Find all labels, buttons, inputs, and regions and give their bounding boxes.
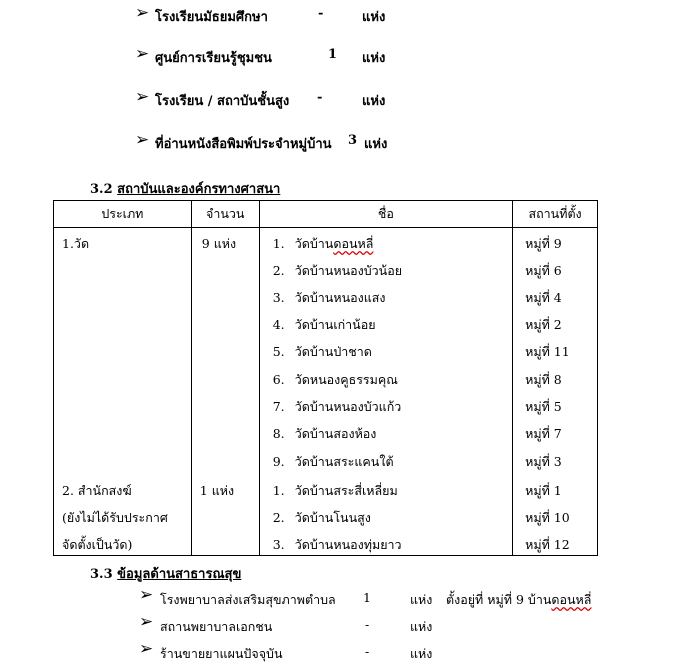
item-count: 1 bbox=[363, 590, 371, 605]
name-row: 2. วัดบ้านโนนสูง bbox=[272, 510, 371, 525]
item-count: 3 bbox=[348, 133, 358, 148]
name-row: 5. วัดบ้านป่าชาด bbox=[272, 344, 372, 359]
name-row: 3. วัดบ้านหนองแสง bbox=[272, 290, 386, 305]
item-location: ตั้งอยู่ที่ หมู่ที่ 9 บ้านดอนหลี่ bbox=[446, 592, 592, 607]
religious-institutions-table bbox=[53, 200, 598, 556]
header-name: ชื่อ bbox=[259, 201, 512, 228]
type-samnak-line: (ยังไม่ได้รับประกาศ bbox=[62, 510, 168, 525]
item-unit: แห่ง bbox=[362, 51, 386, 66]
arrow-bullet-icon: ➢ bbox=[135, 87, 150, 107]
count-cell bbox=[192, 228, 259, 555]
location-value: หมู่ที่ 6 bbox=[525, 263, 562, 278]
section-title: สถาบันและองค์กรทางศาสนา bbox=[117, 182, 281, 197]
location-value: หมู่ที่ 3 bbox=[525, 454, 562, 469]
item-unit: แห่ง bbox=[410, 619, 433, 634]
location-value: หมู่ที่ 11 bbox=[525, 344, 570, 359]
item-unit: แห่ง bbox=[362, 94, 386, 109]
location-value: หมู่ที่ 2 bbox=[525, 317, 562, 332]
item-unit: แห่ง bbox=[362, 10, 386, 25]
name-row: 7. วัดบ้านหนองบัวแก้ว bbox=[272, 399, 402, 414]
name-row: 2. วัดบ้านหนองบัวน้อย bbox=[272, 263, 403, 278]
section-heading-3-3 bbox=[90, 563, 241, 584]
item-label: ร้านขายยาแผนปัจจุบัน bbox=[160, 646, 283, 661]
location-value: หมู่ที่ 1 bbox=[525, 483, 562, 498]
count-samnak: 1 แห่ง bbox=[199, 483, 235, 498]
item-count: - bbox=[365, 617, 370, 632]
arrow-bullet-icon: ➢ bbox=[135, 44, 150, 64]
item-label: โรงเรียนมัธยมศึกษา bbox=[155, 10, 268, 25]
item-label: ที่อ่านหนังสือพิมพ์ประจำหมู่บ้าน bbox=[155, 137, 332, 152]
item-count: - bbox=[365, 644, 370, 659]
item-unit: แห่ง bbox=[410, 592, 433, 607]
name-row: 1. วัดบ้านดอนหลี่ bbox=[272, 236, 374, 251]
item-count: - bbox=[318, 6, 324, 21]
location-value: หมู่ที่ 7 bbox=[525, 426, 562, 441]
item-count: - bbox=[317, 90, 323, 105]
arrow-bullet-icon: ➢ bbox=[135, 130, 150, 150]
name-cell bbox=[260, 228, 512, 555]
name-row: 6. วัดหนองคูธรรมคุณ bbox=[272, 372, 398, 387]
arrow-bullet-icon: ➢ bbox=[139, 612, 154, 632]
header-location: สถานที่ตั้ง bbox=[513, 201, 598, 228]
item-label: ศูนย์การเรียนรู้ชุมชน bbox=[155, 51, 272, 66]
table-header-row bbox=[54, 201, 598, 228]
item-unit: แห่ง bbox=[410, 646, 433, 661]
name-row: 8. วัดบ้านสองห้อง bbox=[272, 426, 377, 441]
type-samnak-line: จัดตั้งเป็นวัด) bbox=[62, 537, 133, 552]
arrow-bullet-icon: ➢ bbox=[135, 3, 150, 23]
name-row: 9. วัดบ้านสระแคนใต้ bbox=[272, 454, 394, 469]
section-number: 3.3 bbox=[90, 567, 113, 582]
location-value: หมู่ที่ 8 bbox=[525, 372, 562, 387]
header-count: จำนวน bbox=[191, 201, 259, 228]
item-unit: แห่ง bbox=[364, 137, 388, 152]
section-title: ข้อมูลด้านสาธารณสุข bbox=[117, 567, 242, 582]
section-number: 3.2 bbox=[90, 182, 113, 197]
type-cell bbox=[54, 228, 191, 555]
header-type: ประเภท bbox=[54, 201, 192, 228]
section-heading-3-2 bbox=[90, 178, 280, 199]
item-count: 1 bbox=[328, 47, 338, 62]
name-row: 4. วัดบ้านเก่าน้อย bbox=[272, 317, 376, 332]
location-value: หมู่ที่ 4 bbox=[525, 290, 562, 305]
item-label: โรงพยาบาลส่งเสริมสุขภาพตำบล bbox=[160, 592, 336, 607]
location-value: หมู่ที่ 12 bbox=[525, 537, 570, 552]
name-row: 3. วัดบ้านหนองทุ่มยาว bbox=[272, 537, 402, 552]
location-value: หมู่ที่ 5 bbox=[525, 399, 562, 414]
location-value: หมู่ที่ 10 bbox=[525, 510, 570, 525]
arrow-bullet-icon: ➢ bbox=[139, 639, 154, 659]
count-wat: 9 แห่ง bbox=[201, 236, 237, 251]
table-body-row bbox=[54, 228, 598, 556]
item-label: โรงเรียน / สถาบันชั้นสูง bbox=[155, 94, 290, 109]
type-samnak-line: 2. สำนักสงฆ์ bbox=[62, 483, 132, 498]
name-row: 1. วัดบ้านสระสี่เหลี่ยม bbox=[272, 483, 398, 498]
location-value: หมู่ที่ 9 bbox=[525, 236, 562, 251]
arrow-bullet-icon: ➢ bbox=[139, 585, 154, 605]
item-label: สถานพยาบาลเอกชน bbox=[160, 619, 273, 634]
type-wat: 1.วัด bbox=[62, 236, 90, 251]
location-cell bbox=[513, 228, 597, 555]
